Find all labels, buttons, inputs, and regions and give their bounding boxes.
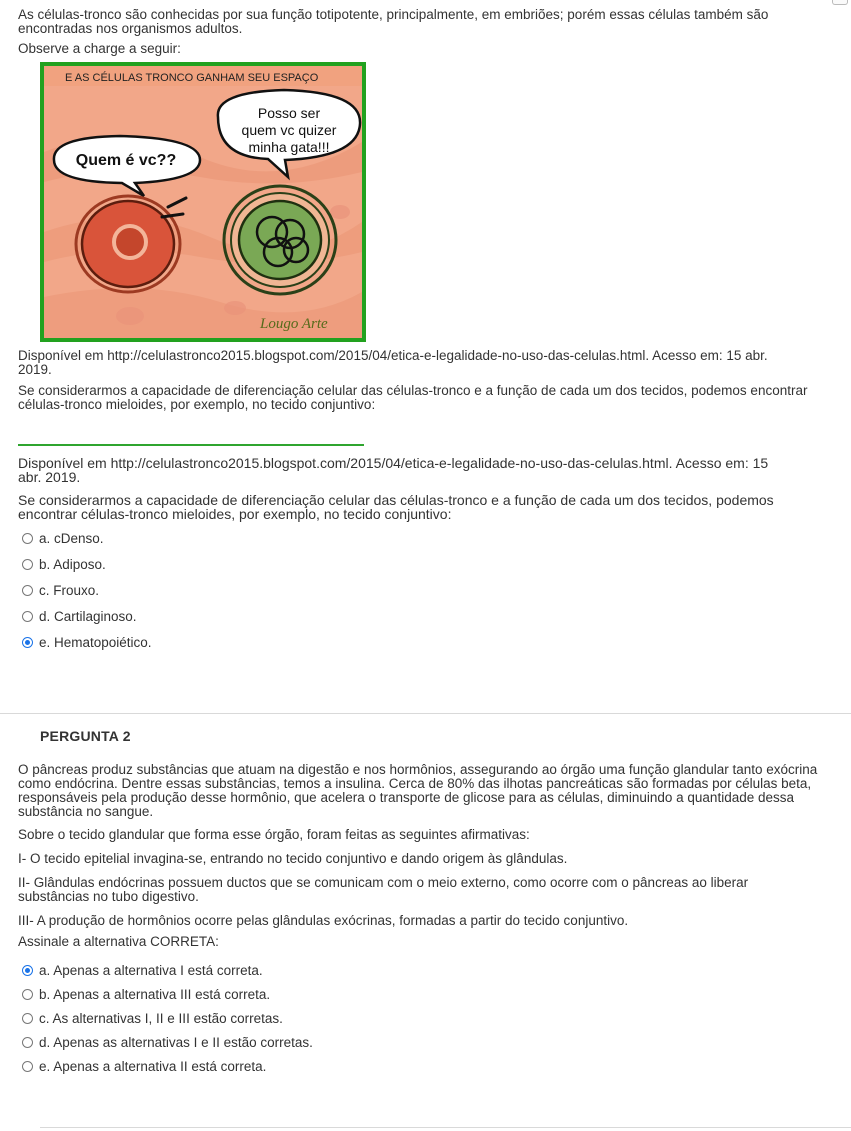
q1-option-e[interactable] xyxy=(22,633,152,651)
question-2-title: PERGUNTA 2 xyxy=(40,728,131,744)
q2-option-c[interactable] xyxy=(22,1009,283,1027)
q1-option-b-label: b. Adiposo. xyxy=(39,556,106,572)
q1-intro: As células-tronco são conhecidas por sua função totipotente, principalmente, em embriões; porém essas células também são encontradas nos organismos adultos. xyxy=(18,7,769,36)
q1-source: Disponível em http://celulastronco2015.blogspot.com/2015/04/etica-e-legalidade-no-uso-das-celulas.html. Acesso em: 15 abr. 2019. xyxy=(18,455,769,485)
q2-option-d-label: d. Apenas as alternativas I e II estão corretas. xyxy=(39,1034,313,1050)
q2-option-c-label: c. As alternativas I, II e III estão corretas. xyxy=(39,1010,283,1026)
bubble-right-line-3: minha gata!!! xyxy=(248,139,330,155)
q1-question: Se considerarmos a capacidade de diferenciação celular das células-tronco e a função de cada um dos tecidos, podemos encontrar células-tronco mieloides, por exemplo, no tecido conjuntivo: xyxy=(18,492,774,522)
corner-button[interactable] xyxy=(832,0,848,5)
q2-option-b[interactable] xyxy=(22,985,270,1003)
green-cell xyxy=(224,186,336,294)
q1-observe: Observe a charge a seguir: xyxy=(18,41,181,56)
q2-prompt: Assinale a alternativa CORRETA: xyxy=(18,934,219,949)
q1-option-c-label: c. Frouxo. xyxy=(39,582,100,598)
cartoon-signature: Lougo Arte xyxy=(260,316,328,332)
q2-option-d[interactable] xyxy=(22,1033,313,1051)
red-cell xyxy=(76,196,180,292)
radio-button[interactable] xyxy=(22,1013,33,1024)
q2-option-a[interactable] xyxy=(22,961,263,979)
radio-button[interactable] xyxy=(22,533,33,544)
q1-option-c[interactable] xyxy=(22,581,99,599)
q1-option-d-label: d. Cartilaginoso. xyxy=(39,608,137,624)
q1-option-e-label: e. Hematopoiético. xyxy=(39,634,152,650)
q2-statement-1: I- O tecido epitelial invagina-se, entrando no tecido conjuntivo e dando origem às glândulas. xyxy=(18,851,568,866)
q2-option-e-label: e. Apenas a alternativa II está correta. xyxy=(39,1058,267,1074)
q1-option-b[interactable] xyxy=(22,555,106,573)
q1-source-top: Disponível em http://celulastronco2015.blogspot.com/2015/04/etica-e-legalidade-no-uso-das-celulas.html. Acesso em: 15 abr. 2019. xyxy=(18,348,768,377)
q1-option-a-label: a. cDenso. xyxy=(39,530,104,546)
section-divider xyxy=(0,713,851,714)
radio-button[interactable] xyxy=(22,559,33,570)
bubble-right-line-1: Posso ser xyxy=(257,105,321,121)
green-separator xyxy=(18,444,364,446)
radio-button-selected[interactable] xyxy=(22,965,33,976)
bubble-left-text: Quem é vc?? xyxy=(75,152,177,169)
q1-question-top: Se considerarmos a capacidade de diferenciação celular das células-tronco e a função de cada um dos tecidos, podemos encontrar células-tronco mieloides, por exemplo, no tecido conjuntivo: xyxy=(18,383,808,412)
q2-statement-3: III- A produção de hormônios ocorre pelas glândulas exócrinas, formadas a partir do tecido conjuntivo. xyxy=(18,913,629,928)
cartoon-header: E AS CÉLULAS TRONCO GANHAM SEU ESPAÇO xyxy=(65,72,319,84)
q1-option-d[interactable] xyxy=(22,607,137,625)
q2-statement-intro: Sobre o tecido glandular que forma esse órgão, foram feitas as seguintes afirmativas: xyxy=(18,827,530,842)
q1-option-a[interactable] xyxy=(22,529,104,547)
q2-option-a-label: a. Apenas a alternativa I está correta. xyxy=(39,962,263,978)
radio-button[interactable] xyxy=(22,585,33,596)
q2-body: O pâncreas produz substâncias que atuam na digestão e nos hormônios, assegurando ao órgão uma função glandular tanto exócrina como endócrina. Dentre essas substâncias, temos a insulina. Cerca de 80% das ilhotas pancreáticas são formadas por células beta, responsáveis pela produção desse hormônio, que acelera o transporte de glicose para as células, diminuindo a quantidade dessa substância no sangue. xyxy=(18,762,818,819)
bubble-right-line-2: quem vc quizer xyxy=(241,122,337,138)
bottom-divider xyxy=(40,1127,851,1128)
radio-button[interactable] xyxy=(22,611,33,622)
q2-statement-2: II- Glândulas endócrinas possuem ductos que se comunicam com o meio externo, como ocorre com o pâncreas ao liberar substâncias no tubo digestivo. xyxy=(18,875,749,904)
radio-button[interactable] xyxy=(22,1061,33,1072)
q2-option-e[interactable] xyxy=(22,1057,266,1075)
radio-button[interactable] xyxy=(22,1037,33,1048)
q2-option-b-label: b. Apenas a alternativa III está correta. xyxy=(39,986,271,1002)
radio-button[interactable] xyxy=(22,989,33,1000)
cartoon-image xyxy=(40,62,366,342)
radio-button-selected[interactable] xyxy=(22,637,33,648)
